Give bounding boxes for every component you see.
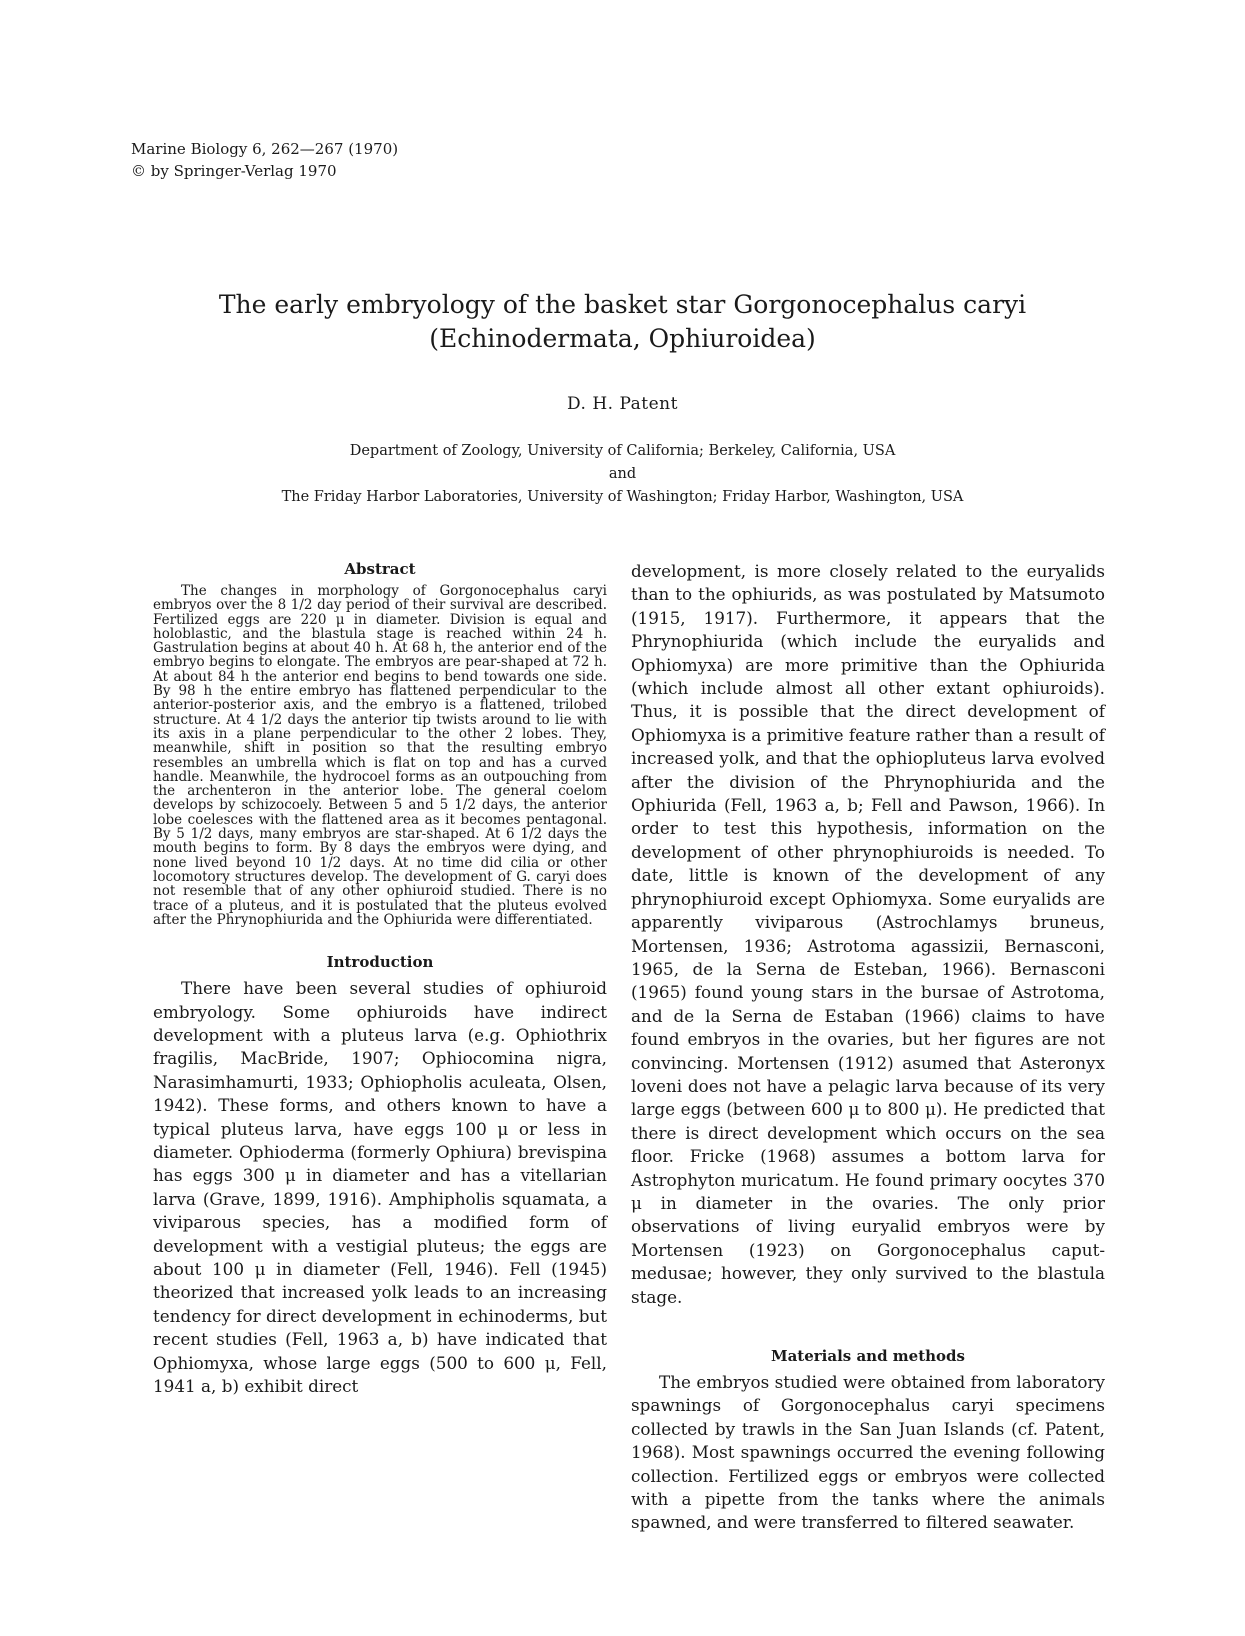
affiliation [0,440,1245,509]
affiliation-line-3: The Friday Harbor Laboratories, University of Washington; Friday Harbor, Washington, USA [281,489,964,505]
affiliation-line-1: Department of Zoology, University of California; Berkeley, California, USA [349,443,896,459]
copyright-notice: © by Springer-Verlag 1970 [131,162,337,180]
title-line-1: The early embryology of the basket star Gorgonocephalus caryi [218,290,1027,319]
left-column [153,560,607,1398]
affiliation-line-2: and [608,466,637,482]
journal-header [131,138,398,182]
paper-title [0,288,1245,356]
journal-citation: Marine Biology 6, 262—267 (1970) [131,140,399,158]
introduction-text: There have been several studies of ophiuroid embryology. Some ophiuroids have indirect development with a pluteus larva (e.g. Ophiothrix fragilis, MacBride, 1907; Ophiocomina nigra, Narasimhamurti, 1933; Ophiopholis aculeata, Olsen, 1942). These forms, and others known to have a typical pluteus larva, have eggs 100 μ or less in diameter. Ophioderma (formerly Ophiura) brevispina has eggs 300 μ in diameter and has a vitellarian larva (Grave, 1899, 1916). Amphipholis squamata, a viviparous species, has a modified form of development with a vestigial pluteus; the eggs are about 100 μ in diameter (Fell, 1946). Fell (1945) theorized that increased yolk leads to an increasing tendency for direct development in echinoderms, but recent studies (Fell, 1963 a, b) have indicated that Ophiomyxa, whose large eggs (500 to 600 μ, Fell, 1941 a, b) exhibit direct [153,978,607,1397]
introduction-heading: Introduction [326,953,434,972]
title-line-2: (Echinodermata, Ophiuroidea) [429,324,816,353]
methods-heading: Materials and methods [770,1347,965,1365]
introduction-continued: development, is more closely related to the euryalids than to the ophiurids, as was postulated by Matsumoto (1915, 1917). Furthermore, it appears that the Phrynophiurida (which include the euryalids and Ophiomyxa) are more primitive than the Ophiurida (which include almost all other extant ophiuroids). Thus, it is possible that the direct development of Ophiomyxa is a primitive feature rather than a result of increased yolk, and that the ophiopluteus larva evolved after the division of the Phrynophiurida and the Ophiurida (Fell, 1963 a, b; Fell and Pawson, 1966). In order to test this hypothesis, information on the development of other phrynophiuroids is needed. To date, little is known of the development of any phrynophiuroid except Ophiomyxa. Some euryalids are apparently viviparous (Astrochlamys bruneus, Mortensen, 1936; Astrotoma agassizii, Bernasconi, 1965, de la Serna de Esteban, 1966). Bernasconi (1965) found young stars in the bursae of Astrotoma, and de la Serna de Estaban (1966) claims to have found embryos in the ovaries, but her figures are not convincing. Mortensen (1912) asumed that Asteronyx loveni does not have a pelagic larva because of its very large eggs (between 600 μ to 800 μ). He predicted that there is direct development which occurs on the sea floor. Fricke (1968) assumes a bottom larva for Astrophyton muricatum. He found primary oocytes 370 μ in diameter in the ovaries. The only prior observations of living euryalid embryos were by Mortensen (1923) on Gorgonocephalus caput-medusae; however, they only survived to the blastula stage. [631,561,1105,1307]
author-name: D. H. Patent [567,394,678,414]
right-column [631,560,1105,1535]
abstract-heading: Abstract [344,560,416,578]
methods-text: The embryos studied were obtained from laboratory spawnings of Gorgonocephalus caryi specimens collected by trawls in the San Juan Islands (cf. Patent, 1968). Most spawnings occurred the evening following collection. Fertilized eggs or embryos were collected with a pipette from the tanks where the animals spawned, and were transferred to filtered seawater. [631,1372,1105,1533]
abstract-text: The changes in morphology of Gorgonocephalus caryi embryos over the 8 1/2 day period of their survival are described. Fertilized eggs are 220 μ in diameter. Division is equal and holoblastic, and the blastula stage is reached within 24 h. Gastrulation begins at about 40 h. At 68 h, the anterior end of the embryo begins to elongate. The embryos are pear-shaped at 72 h. At about 84 h the anterior end begins to bend towards one side. By 98 h the entire embryo has flattened perpendicular to the anterior-posterior axis, and the embryo is a flattened, trilobed structure. At 4 1/2 days the anterior tip twists around to lie with its axis in a plane perpendicular to the other 2 lobes. They, meanwhile, shift in position so that the resulting embryo resembles an umbrella which is flat on top and has a curved handle. Meanwhile, the hydrocoel forms as an outpouching from the archenteron in the anterior lobe. The general coelom develops by schizocoely. Between 5 and 5 1/2 days, the anterior lobe coelesces with the flattened area as it becomes pentagonal. By 5 1/2 days, many embryos are star-shaped. At 6 1/2 days the mouth begins to form. By 8 days the embryos were dying, and none lived beyond 10 1/2 days. At no time did cilia or other locomotory structures develop. The development of G. caryi does not resemble that of any other ophiuroid studied. There is no trace of a pluteus, and it is postulated that the pluteus evolved after the Phrynophiurida and the Ophiurida were differentiated. [153,583,607,928]
